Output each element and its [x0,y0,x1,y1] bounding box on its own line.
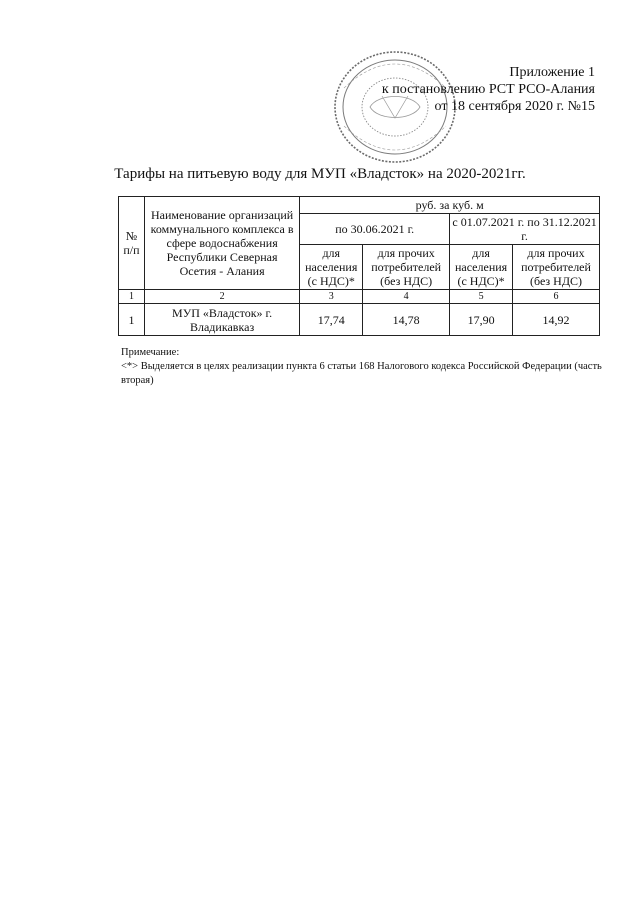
column-number-row [119,290,600,304]
header-period-1: по 30.06.2021 г. [300,214,450,245]
annex-reference [365,64,595,115]
header-other-2: для прочих потребителей (без НДС) [513,245,600,290]
row-organization: МУП «Владсток» г. Владикавказ [144,304,299,336]
document-title: Тарифы на питьевую воду для МУП «Владсток» на 2020-2021гг. [114,166,526,182]
header-population-1: для населения (с НДС)* [300,245,363,290]
header-period-2: с 01.07.2021 г. по 31.12.2021 г. [450,214,600,245]
column-number: 6 [513,290,600,304]
tariff-other-period-2: 14,92 [513,304,600,336]
tariff-population-period-2: 17,90 [450,304,513,336]
note-heading: Примечание: [121,347,180,358]
tariff-other-period-1: 14,78 [363,304,450,336]
note-block [121,346,611,388]
column-number: 2 [144,290,299,304]
tariff-table [118,196,600,336]
header-unit: руб. за куб. м [300,197,600,214]
tariff-population-period-1: 17,74 [300,304,363,336]
annex-line-3: от 18 сентября 2020 г. №15 [434,99,595,114]
column-number: 1 [119,290,145,304]
note-text: <*> Выделяется в целях реализации пункта 6 статьи 168 Налогового кодекса Российской Федерации (часть вторая) [121,361,602,386]
header-organization: Наименование организаций коммунального комплекса в сфере водоснабжения Республики Северная Осетия - Алания [144,197,299,290]
table-row [119,304,600,336]
column-number: 3 [300,290,363,304]
header-other-1: для прочих потребителей (без НДС) [363,245,450,290]
column-number: 5 [450,290,513,304]
column-number: 4 [363,290,450,304]
row-number: 1 [119,304,145,336]
header-number: № п/п [119,197,145,290]
header-population-2: для населения (с НДС)* [450,245,513,290]
annex-line-2: к постановлению РСТ РСО-Алания [381,82,595,97]
annex-line-1: Приложение 1 [509,65,595,80]
